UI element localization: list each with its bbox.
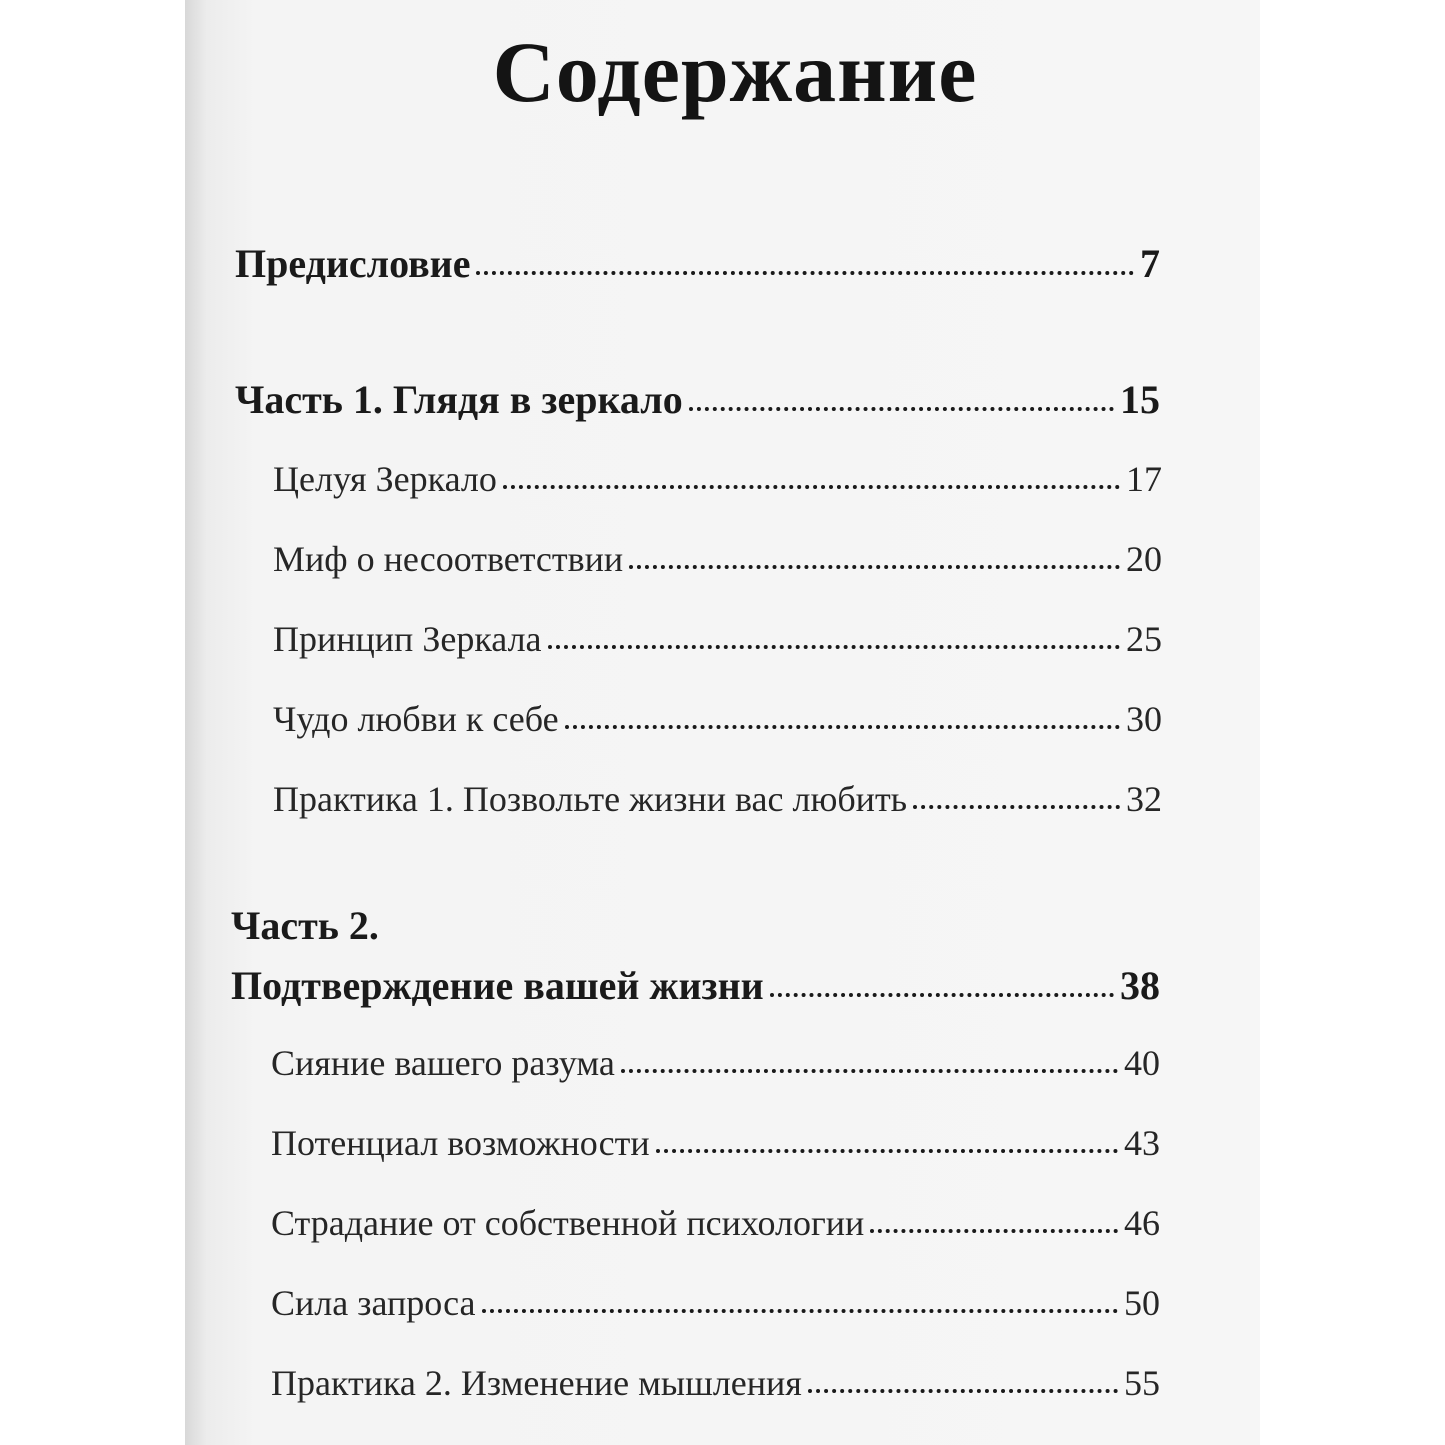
- toc-entry-label: Принцип Зеркала: [273, 619, 542, 659]
- dot-leader: [548, 645, 1120, 649]
- toc-entry-label: Практика 2. Изменение мышления: [271, 1363, 802, 1403]
- toc-entry-label: Страдание от собственной психологии: [271, 1203, 865, 1243]
- toc-entry: [271, 1282, 1160, 1324]
- toc-entry-label: Чудо любви к себе: [273, 699, 559, 739]
- dot-leader: [808, 1389, 1118, 1393]
- toc-entry-page: 7: [1140, 241, 1160, 286]
- dot-leader: [770, 993, 1114, 997]
- toc-entry-label: Сияние вашего разума: [271, 1043, 615, 1083]
- toc-entry-label: Целуя Зеркало: [273, 459, 497, 499]
- toc-entry-preface: [235, 240, 1160, 287]
- toc-entry-page: 38: [1120, 963, 1160, 1008]
- toc-entry: [273, 458, 1162, 500]
- dot-leader: [482, 1309, 1118, 1313]
- toc-entry: [271, 1042, 1160, 1084]
- toc-entry: [271, 1362, 1160, 1404]
- dot-leader: [870, 1229, 1118, 1233]
- toc-entry-page: 50: [1124, 1283, 1160, 1323]
- dot-leader: [629, 565, 1120, 569]
- dot-leader: [689, 407, 1114, 411]
- toc-entry-page: 17: [1126, 459, 1162, 499]
- toc-entry-label: Подтверждение вашей жизни: [231, 963, 764, 1008]
- toc-entry: [273, 538, 1162, 580]
- toc-entry-label: Потенциал возможности: [271, 1123, 650, 1163]
- toc-entry-label: Практика 1. Позвольте жизни вас любить: [273, 779, 908, 819]
- toc-entry-label: Сила запроса: [271, 1283, 476, 1323]
- toc-entry: [273, 618, 1162, 660]
- toc-entry: [273, 698, 1162, 740]
- page-title: Содержание: [492, 24, 978, 120]
- toc-entry-label: Миф о несоответствии: [273, 539, 624, 579]
- toc-entry-page: 32: [1126, 779, 1162, 819]
- book-page: [185, 0, 1260, 1445]
- toc-entry-page: 15: [1120, 377, 1160, 422]
- toc-entry-label: Часть 1. Глядя в зеркало: [235, 377, 683, 422]
- dot-leader: [656, 1149, 1118, 1153]
- toc-entry-page: 40: [1124, 1043, 1160, 1083]
- dot-leader: [503, 485, 1120, 489]
- toc-entry-page: 43: [1124, 1123, 1160, 1163]
- toc-entry-page: 46: [1124, 1203, 1160, 1243]
- dot-leader: [476, 271, 1134, 275]
- toc-entry-page: 20: [1126, 539, 1162, 579]
- toc-entry: [271, 1202, 1160, 1244]
- toc-entry: [271, 1122, 1160, 1164]
- toc-part-2-heading: Часть 2.: [231, 903, 379, 948]
- toc-entry-label: Предисловие: [235, 241, 471, 286]
- toc-entry-page: 25: [1126, 619, 1162, 659]
- toc-entry-page: 30: [1126, 699, 1162, 739]
- dot-leader: [621, 1069, 1118, 1073]
- toc-entry-part-2: [231, 962, 1160, 1009]
- toc-entry-page: 55: [1124, 1363, 1160, 1403]
- dot-leader: [913, 805, 1120, 809]
- dot-leader: [565, 725, 1120, 729]
- toc-entry: [273, 778, 1162, 820]
- toc-entry-part-1: [235, 376, 1160, 423]
